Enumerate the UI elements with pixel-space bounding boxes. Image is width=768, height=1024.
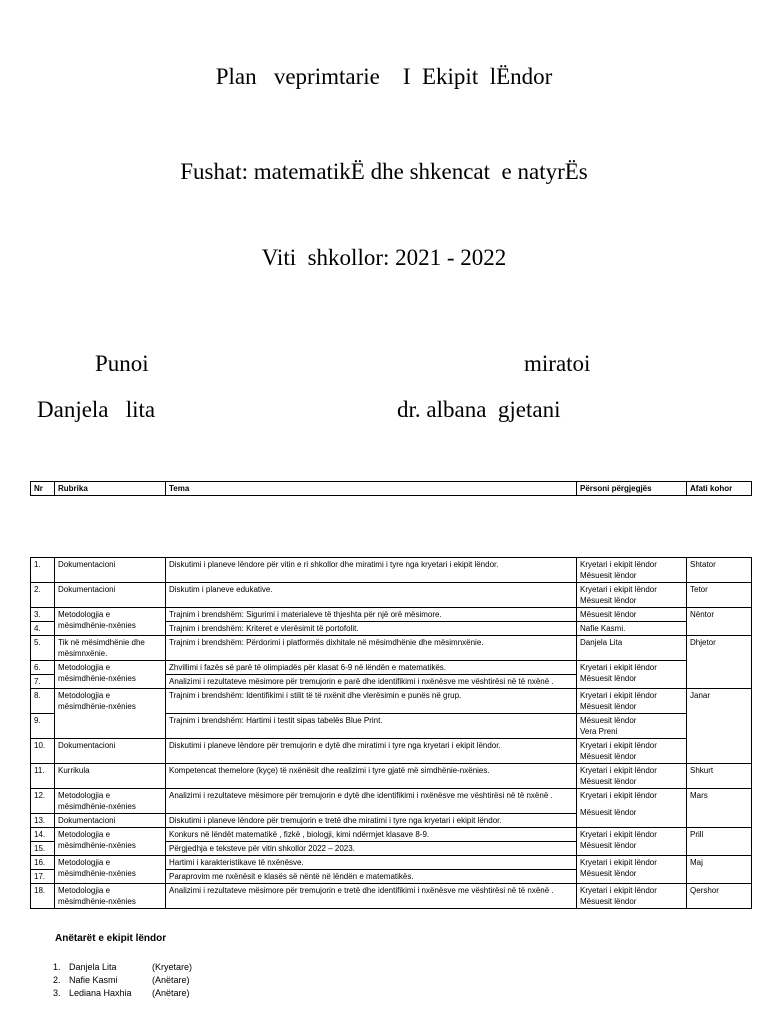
header-afati: Afati kohor [687, 482, 752, 496]
cell-nr: 17. [31, 870, 55, 884]
cell-pers: Kryetari i ekipit lëndor Mësuesit lëndor [577, 789, 687, 828]
cell-nr: 16. [31, 856, 55, 870]
cell-nr: 15. [31, 842, 55, 856]
cell-pers: Kryetari i ekipit lëndor Mësuesit lëndor [577, 689, 687, 714]
table-row [31, 856, 752, 870]
cell-afati: Nëntor [687, 608, 752, 636]
cell-tema: Trajnim i brendshëm: Kriteret e vlerësimit të portofolit. [166, 622, 577, 636]
cell-afati: Prill [687, 828, 752, 856]
cell-rubrika: Metodologjia e mësimdhënie-nxënies [55, 608, 166, 636]
members-list [53, 961, 192, 1000]
cell-pers: Kryetari i ekipit lëndor Mësuesit lëndor [577, 558, 687, 583]
cell-afati: Shkurt [687, 764, 752, 789]
cell-nr: 8. [31, 689, 55, 714]
table-row [31, 608, 752, 622]
header-row [31, 482, 752, 496]
approver-role: miratoi [524, 351, 591, 376]
cell-tema: Kompetencat themelore (kyçe) të nxënësit dhe realizimi i tyre gjatë më simdhënie-nxënies. [166, 764, 577, 789]
cell-rubrika: Metodologjia e mësimdhënie-nxënies [55, 828, 166, 856]
cell-nr: 7. [31, 675, 55, 689]
author-role: Punoi [95, 351, 149, 376]
cell-rubrika: Dokumentacioni [55, 739, 166, 764]
cell-rubrika: Metodologjia e mësimdhënie-nxënies [55, 789, 166, 814]
cell-tema: Paraprovim me nxënësit e klasës së nëntë në lëndën e matematikës. [166, 870, 577, 884]
cell-afati: Maj [687, 856, 752, 884]
cell-tema: Përgjedhja e teksteve për vitin shkollor 2022 – 2023. [166, 842, 577, 856]
cell-pers: Kryetari i ekipit lëndor Mësuesit lëndor [577, 856, 687, 884]
cell-tema: Analizimi i rezultateve mësimore për tremujorin e tretë dhe identifikimi i nxënësve me vështirësi në të nxënë . [166, 884, 577, 909]
list-item: 2. Nafie Kasmi (Anëtare) [53, 975, 190, 985]
cell-nr: 5. [31, 636, 55, 661]
plan-table [30, 557, 752, 909]
table-row [31, 558, 752, 583]
cell-tema: Analizimi i rezultateve mësimore për tremujorin e dytë dhe identifikimi i nxënësve me vështirësi në të nxënë . [166, 789, 577, 814]
cell-rubrika: Tik në mësimdhënie dhe mësimnxënie. [55, 636, 166, 661]
page-title: Plan veprimtarie I Ekipit lËndor [215, 64, 553, 89]
table-row [31, 583, 752, 608]
list-item: 1. Danjela Lita (Kryetare) [53, 962, 193, 972]
cell-pers: Danjela Lita [577, 636, 687, 661]
cell-afati: Qershor [687, 884, 752, 909]
cell-nr: 13. [31, 814, 55, 828]
cell-rubrika: Metodologjia e mësimdhënie-nxënies [55, 689, 166, 739]
table-row [31, 661, 752, 675]
cell-nr: 6. [31, 661, 55, 675]
cell-rubrika: Kurrikula [55, 764, 166, 789]
list-item: 3. Lediana Haxhia (Anëtare) [53, 988, 190, 998]
cell-nr: 2. [31, 583, 55, 608]
cell-tema: Zhvillimi i fazës së parë të olimpiadës për klasat 6-9 në lëndën e matematikës. [166, 661, 577, 675]
header-tema: Tema [166, 482, 577, 496]
cell-nr: 4. [31, 622, 55, 636]
header-nr: Nr [31, 482, 55, 496]
cell-tema: Trajnim i brendshëm: Sigurimi i materialeve të thjeshta për një orë mësimore. [166, 608, 577, 622]
cell-pers: Kryetari i ekipit lëndor Mësuesit lëndor [577, 661, 687, 689]
table-row [31, 764, 752, 789]
header-rubrika: Rubrika [55, 482, 166, 496]
cell-nr: 10. [31, 739, 55, 764]
cell-rubrika: Metodologjia e mësimdhënie-nxënies [55, 856, 166, 884]
cell-nr: 3. [31, 608, 55, 622]
cell-pers: Kryetari i ekipit lëndor Mësuesit lëndor [577, 764, 687, 789]
cell-nr: 18. [31, 884, 55, 909]
table-row [31, 689, 752, 714]
approver-name: dr. albana gjetani [397, 397, 561, 422]
cell-afati: Dhjetor [687, 636, 752, 689]
header-pers: Përsoni përgjegjës [577, 482, 687, 496]
subject-title: Fushat: matematikË dhe shkencat e natyrËs [180, 159, 588, 184]
cell-nr: 1. [31, 558, 55, 583]
cell-pers: Nafie Kasmi. [577, 622, 687, 636]
cell-pers: Kryetari i ekipit lëndor Mësuesit lëndor [577, 884, 687, 909]
cell-afati: Tetor [687, 583, 752, 608]
cell-nr: 14. [31, 828, 55, 842]
header-table [30, 481, 752, 496]
table-row [31, 636, 752, 661]
cell-pers: Kryetari i ekipit lëndor Mësuesit lëndor [577, 583, 687, 608]
cell-nr: 12. [31, 789, 55, 814]
cell-tema: Trajnim i brendshëm: Identifikimi i stilit të të nxënit dhe vlerësimin e punës në grup. [166, 689, 577, 714]
table-row [31, 739, 752, 764]
cell-rubrika: Dokumentacioni [55, 558, 166, 583]
cell-pers: Mësuesit lëndor [577, 608, 687, 622]
cell-tema: Diskutimi i planeve lëndore për vitin e ri shkollor dhe miratimi i tyre nga kryetari i ekipit lëndor. [166, 558, 577, 583]
cell-tema: Diskutimi i planeve lëndore për tremujorin e dytë dhe miratimi i tyre nga kryetari i ekipit lëndor. [166, 739, 577, 764]
cell-afati: Mars [687, 789, 752, 828]
cell-tema: Diskutim i planeve edukative. [166, 583, 577, 608]
cell-rubrika: Metodologjia e mësimdhënie-nxënies [55, 661, 166, 689]
cell-tema: Hartimi i karakteristikave të nxënësve. [166, 856, 577, 870]
cell-tema: Trajnim i brendshëm: Hartimi i testit sipas tabelës Blue Print. [166, 714, 577, 739]
cell-rubrika: Dokumentacioni [55, 583, 166, 608]
table-row [31, 789, 752, 814]
cell-tema: Analizimi i rezultateve mësimore për tremujorin e parë dhe identifikimi i nxënësve me vështirësi në të nxënë . [166, 675, 577, 689]
school-year: Viti shkollor: 2021 - 2022 [261, 245, 507, 270]
cell-nr: 11. [31, 764, 55, 789]
cell-rubrika: Dokumentacioni [55, 814, 166, 828]
members-title: Anëtarët e ekipit lëndor [55, 933, 167, 944]
cell-pers: Kryetari i ekipit lëndor Mësuesit lëndor [577, 828, 687, 856]
cell-pers: Kryetari i ekipit lëndor Mësuesit lëndor [577, 739, 687, 764]
cell-tema: Konkurs në lëndët matematikë , fizkë , biologji, kimi ndërmjet klasave 8-9. [166, 828, 577, 842]
table-row [31, 884, 752, 909]
cell-rubrika: Metodologjia e mësimdhënie-nxënies [55, 884, 166, 909]
cell-afati: Janar [687, 689, 752, 764]
cell-afati: Shtator [687, 558, 752, 583]
cell-pers: Mësuesit lëndor Vera Preni [577, 714, 687, 739]
author-name: Danjela lita [37, 397, 156, 422]
cell-tema: Trajnim i brendshëm: Përdorimi i platformës dixhitale në mësimdhënie dhe mësimnxënie. [166, 636, 577, 661]
cell-tema: Diskutimi i planeve lëndore për tremujorin e tretë dhe miratimi i tyre nga kryetari i ekipit lëndor. [166, 814, 577, 828]
cell-nr: 9. [31, 714, 55, 739]
table-row [31, 828, 752, 842]
